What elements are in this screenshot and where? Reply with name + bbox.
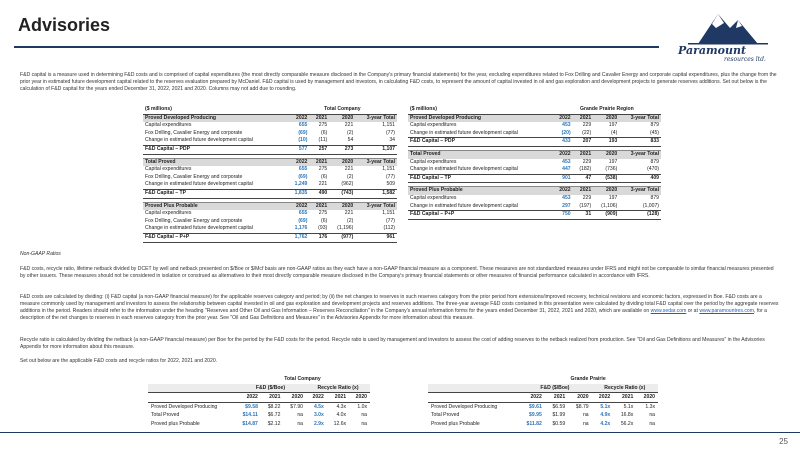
cell-value: 221 bbox=[344, 122, 354, 129]
ratio-total-company-table bbox=[148, 375, 370, 428]
section-header-row bbox=[143, 114, 397, 122]
section-name: Proved Plus Probable bbox=[143, 202, 288, 210]
total-value: 409 bbox=[619, 174, 661, 183]
section-header-row bbox=[408, 150, 661, 158]
year-header: 2022 bbox=[235, 393, 261, 403]
year-header: 2020 bbox=[593, 187, 619, 195]
blank-cell bbox=[428, 384, 518, 393]
ratio-value: $1.99 bbox=[552, 412, 566, 418]
ratio-value: na bbox=[297, 412, 303, 418]
cell-value: 655 bbox=[298, 210, 308, 217]
cell-value: (4) bbox=[611, 129, 618, 136]
ratio-value: 5.1x bbox=[623, 403, 634, 410]
ratio-value: $6.72 bbox=[267, 412, 281, 418]
ratio-row bbox=[428, 411, 658, 420]
total-value: (909) bbox=[593, 211, 619, 220]
year-header: 2020 bbox=[329, 114, 355, 122]
section-name: Total Proved bbox=[143, 158, 288, 166]
ratio-value: 4.5x bbox=[313, 403, 324, 410]
non-gaap-paragraph: F&D costs, recycle ratio, lifetime netback divided by DCET by well and netback presented on $/Boe or $/Mcf basis are non-GAAP ratios as they each have a non-GAAP financial measure as a component. These measures are not standardized measures under IFRS and might not be comparable to similar financial measures presented by other issuers. These measures should not be considered in isolation or construed as alternatives to their most directly comparable measure disclosed in the Company's primary financial statements or other measures of financial performance calculated in accordance with IFRS. bbox=[20, 266, 774, 279]
fd-label: F&D ($/Boe) bbox=[235, 384, 306, 393]
cell-value: (2) bbox=[347, 217, 354, 224]
row-label: Capital expenditures bbox=[145, 122, 192, 129]
intro-paragraph: F&D capital is a measure used in determining F&D costs and is comprised of capital expenditures (the most directly comparable measure disclosed in the Company's primary financial statements) for the year, excluding expenditures related to Fox Drilling and Cavalier Energy and corporate capital expenditures, plus the change from the prior year in estimated future development capital related to the reserves evaluation prepared by McDaniel. F&D capital is used by management and investors, in calculating F&D costs, to represent the amount of capital invested in oil and gas exploration and development projects to generate reserves additions. Set out below is the calculation of F&D capital for the years ended December 31, 2022, 2021 and 2020. Columns may not add due to rounding. bbox=[20, 72, 777, 92]
ratio-value: $8.79 bbox=[575, 403, 589, 410]
row-label: Change in estimated future development capital bbox=[410, 202, 518, 209]
footer-divider bbox=[0, 432, 800, 433]
total-label: F&D Capital – P+P bbox=[408, 211, 553, 220]
year-header: 2020 bbox=[349, 393, 370, 403]
blank-cell bbox=[148, 393, 235, 403]
cell-value: 275 bbox=[318, 166, 328, 173]
year-header: 3-year Total bbox=[355, 202, 397, 210]
cell-value: 655 bbox=[298, 122, 308, 129]
table-row bbox=[143, 122, 397, 130]
year-header: 2021 bbox=[309, 114, 329, 122]
table-header-row bbox=[143, 106, 397, 114]
section-name: Proved Developed Producing bbox=[408, 114, 553, 122]
year-header: 2022 bbox=[306, 393, 327, 403]
row-label: Capital expenditures bbox=[410, 158, 457, 165]
logo-name: Paramount bbox=[678, 44, 747, 57]
cell-value: 879 bbox=[650, 194, 659, 201]
cell-value: 1,176 bbox=[294, 225, 308, 232]
year-header: 2021 bbox=[309, 158, 329, 166]
ratio-row bbox=[148, 411, 370, 420]
ratio-row-label: Total Proved bbox=[151, 412, 180, 418]
row-label: Fox Drilling, Cavalier Energy and corporate bbox=[145, 129, 243, 136]
total-label: F&D Capital – TP bbox=[408, 174, 553, 183]
row-label: Capital expenditures bbox=[145, 210, 192, 217]
cell-value: 1,249 bbox=[294, 181, 308, 188]
ratio-year-row bbox=[148, 393, 370, 403]
sedar-link[interactable]: www.sedar.com bbox=[650, 308, 687, 314]
row-label: Change in estimated future development capital bbox=[145, 225, 253, 232]
table-header-row bbox=[408, 106, 661, 114]
ratio-value: 4.2x bbox=[600, 420, 611, 427]
total-value: 193 bbox=[593, 138, 619, 147]
cell-value: (962) bbox=[341, 181, 354, 188]
ratio-value: $9.95 bbox=[529, 412, 542, 418]
recycle-label: Recycle Ratio (x) bbox=[306, 384, 370, 393]
cell-value: (45) bbox=[649, 129, 659, 136]
year-header: 2021 bbox=[613, 393, 636, 403]
fd-capital-total-company-table bbox=[143, 106, 397, 243]
row-label: Capital expenditures bbox=[410, 122, 457, 129]
paramount-website-link[interactable]: www.paramountres.com bbox=[699, 308, 754, 314]
section-header-row bbox=[143, 158, 397, 166]
year-header: 2022 bbox=[518, 393, 545, 403]
cell-value: 509 bbox=[386, 181, 395, 188]
table-row bbox=[408, 203, 661, 211]
year-header: 2020 bbox=[568, 393, 591, 403]
cell-value: 275 bbox=[318, 210, 328, 217]
year-header: 2021 bbox=[327, 393, 349, 403]
cell-value: (2) bbox=[347, 173, 354, 180]
ratio-row-label: Proved Developed Producing bbox=[431, 403, 498, 410]
cell-value: 197 bbox=[608, 122, 618, 129]
ratio-value: 12.6x bbox=[333, 420, 347, 427]
total-row bbox=[143, 233, 397, 242]
year-header: 2021 bbox=[573, 150, 594, 158]
cell-value: 1,151 bbox=[382, 210, 395, 217]
year-header: 3-year Total bbox=[619, 114, 661, 122]
section-header-row bbox=[143, 202, 397, 210]
ratio-value: $2.12 bbox=[267, 420, 281, 427]
ratio-heading: Total Company bbox=[284, 376, 321, 382]
year-header: 3-year Total bbox=[619, 187, 661, 195]
total-value: 1,107 bbox=[355, 145, 397, 154]
row-label: Capital expenditures bbox=[410, 194, 457, 201]
ratio-value: 5.1x bbox=[600, 403, 611, 410]
total-row bbox=[408, 138, 661, 147]
table-row bbox=[408, 130, 661, 138]
blank-cell bbox=[148, 384, 235, 393]
cell-value: (112) bbox=[383, 225, 395, 232]
ratio-subheader-row bbox=[148, 384, 370, 393]
table-row bbox=[143, 137, 397, 145]
year-header: 2020 bbox=[593, 150, 619, 158]
recycle-label: Recycle Ratio (x) bbox=[592, 384, 658, 393]
ratio-value: $9.61 bbox=[529, 403, 542, 410]
cell-value: (1,007) bbox=[642, 202, 659, 209]
ratio-value: na bbox=[297, 420, 303, 427]
total-label: F&D Capital – TP bbox=[143, 189, 288, 198]
cell-value: (69) bbox=[298, 173, 308, 180]
cell-value: (69) bbox=[298, 129, 308, 136]
logo-subtitle: resources ltd. bbox=[724, 56, 766, 63]
section-header-row bbox=[408, 114, 661, 122]
total-label: F&D Capital – P+P bbox=[143, 233, 288, 242]
year-header: 2021 bbox=[545, 393, 568, 403]
cell-value: 197 bbox=[608, 194, 618, 201]
fd-label: F&D ($/Boe) bbox=[518, 384, 591, 393]
fd-costs-text-c: , for a description of the net changes to reserves in each reserves category from the prior year. See "Oil and Gas Definitions and Measures" in the Advisories Appendix for more information about this measure. bbox=[20, 308, 768, 321]
table-row bbox=[408, 195, 661, 203]
ratio-value: na bbox=[582, 420, 589, 427]
cell-value: (10) bbox=[298, 137, 308, 144]
ratio-row-label: Total Proved bbox=[431, 412, 460, 418]
year-header: 3-year Total bbox=[355, 158, 397, 166]
cell-value: (736) bbox=[605, 166, 618, 173]
ratio-value: 56.2x bbox=[620, 420, 634, 427]
ratio-value: $0.59 bbox=[552, 420, 566, 427]
cell-value: (22) bbox=[582, 129, 592, 136]
ratio-value: na bbox=[649, 420, 655, 427]
ratio-value: 2.9x bbox=[313, 420, 324, 427]
cell-value: 297 bbox=[562, 202, 571, 209]
cell-value: (77) bbox=[385, 129, 395, 136]
unit-label: ($ millions) bbox=[408, 106, 553, 114]
ratio-row-label: Proved Developed Producing bbox=[151, 403, 218, 410]
table-row bbox=[143, 130, 397, 138]
row-label: Change in estimated future development capital bbox=[410, 166, 518, 173]
cell-value: 229 bbox=[582, 158, 592, 165]
cell-value: (197) bbox=[579, 202, 592, 209]
cell-value: 1,151 bbox=[382, 166, 395, 173]
row-label: Change in estimated future development capital bbox=[145, 137, 253, 144]
year-header: 2020 bbox=[636, 393, 658, 403]
row-label: Change in estimated future development capital bbox=[145, 181, 253, 188]
total-value: 433 bbox=[553, 138, 573, 147]
cell-value: 655 bbox=[298, 166, 308, 173]
blank-cell bbox=[148, 375, 235, 384]
total-row bbox=[408, 211, 661, 220]
ratio-heading: Grande Prairie bbox=[570, 376, 606, 382]
year-header: 2021 bbox=[309, 202, 329, 210]
year-header: 2022 bbox=[553, 114, 573, 122]
ratio-row bbox=[148, 420, 370, 429]
ratio-row-label: Proved plus Probable bbox=[151, 420, 200, 427]
total-value: 257 bbox=[309, 145, 329, 154]
ratio-year-row bbox=[428, 393, 658, 403]
total-value: 901 bbox=[553, 174, 573, 183]
cell-value: 229 bbox=[582, 122, 592, 129]
ratio-value: $9.58 bbox=[245, 403, 258, 410]
total-value: (128) bbox=[619, 211, 661, 220]
ratio-value: na bbox=[361, 412, 367, 418]
ratio-value: $14.11 bbox=[242, 412, 258, 418]
table-row bbox=[143, 225, 397, 233]
ratio-group-row bbox=[428, 375, 658, 384]
year-header: 2022 bbox=[288, 202, 310, 210]
ratio-value: $11.82 bbox=[526, 420, 542, 427]
cell-value: (93) bbox=[318, 225, 328, 232]
total-value: (743) bbox=[329, 189, 355, 198]
fd-costs-text-b: or at bbox=[686, 308, 700, 314]
cell-value: (182) bbox=[579, 166, 592, 173]
table-row bbox=[143, 166, 397, 174]
year-header: 2020 bbox=[283, 393, 306, 403]
cell-value: 447 bbox=[562, 166, 571, 173]
ratio-value: na bbox=[361, 420, 367, 427]
year-header: 2022 bbox=[592, 393, 614, 403]
table-heading: Grande Prairie Region bbox=[553, 106, 661, 114]
cell-value: (470) bbox=[647, 166, 659, 173]
cell-value: 275 bbox=[318, 122, 328, 129]
ratio-value: $14.87 bbox=[242, 420, 258, 427]
total-value: 490 bbox=[309, 189, 329, 198]
cell-value: 229 bbox=[582, 194, 592, 201]
cell-value: 879 bbox=[650, 158, 659, 165]
ratio-grande-prairie-table bbox=[428, 375, 658, 428]
ratio-value: $7.90 bbox=[290, 403, 303, 410]
cell-value: (6) bbox=[321, 217, 328, 224]
total-value: 750 bbox=[553, 211, 573, 220]
total-value: (977) bbox=[329, 233, 355, 242]
ratio-value: 1.3x bbox=[645, 403, 655, 410]
table-heading: Total Company bbox=[288, 106, 397, 114]
cell-value: 221 bbox=[344, 210, 354, 217]
total-label: F&D Capital – PDP bbox=[143, 145, 288, 154]
row-label: Fox Drilling, Cavalier Energy and corporate bbox=[145, 217, 243, 224]
blank-cell bbox=[428, 375, 518, 384]
year-header: 2022 bbox=[288, 158, 310, 166]
unit-label: ($ millions) bbox=[143, 106, 288, 114]
cell-value: (20) bbox=[561, 129, 571, 136]
total-value: (538) bbox=[593, 174, 619, 183]
cell-value: 453 bbox=[562, 194, 571, 201]
ratio-value: 4.0x bbox=[336, 412, 347, 418]
total-value: 207 bbox=[573, 138, 594, 147]
year-header: 2022 bbox=[553, 150, 573, 158]
cell-value: (11) bbox=[318, 137, 328, 144]
cell-value: 879 bbox=[650, 122, 659, 129]
cell-value: 1,151 bbox=[382, 122, 395, 129]
fd-costs-text-a: F&D costs are calculated by dividing: (i) F&D capital (a non-GAAP financial measure) for the applicable reserves category and period; by (ii) the net changes to reserves in such reserves category from the prior period from extensions/improved recovery, technical revisions and economic factors, expressed in Boe. F&D costs are a measure commonly used by management and investors to assess the relationship between capital invested in oil and gas exploration and development projects and reserves additions. The three-year average F&D costs contained in this presentation were calculated by dividing total F&D capital over the period by the aggregate reserves additions in the period. Readers should refer to the information under the heading "Reserves and Other Oil and Gas Information – Reserves Reconciliation" in the Company's annual information forms for the years ended December 31, 2022, 2021 and 2020, which are available on bbox=[20, 294, 779, 314]
cell-value: (77) bbox=[385, 173, 395, 180]
table-row bbox=[408, 122, 661, 130]
year-header: 2020 bbox=[593, 114, 619, 122]
title-divider bbox=[14, 46, 659, 48]
year-header: 2022 bbox=[288, 114, 310, 122]
table-row bbox=[408, 159, 661, 167]
ratio-value: na bbox=[649, 412, 655, 418]
total-value: 577 bbox=[288, 145, 310, 154]
total-value: 1,762 bbox=[288, 233, 310, 242]
ratio-value: 4.9x bbox=[600, 412, 611, 418]
row-label: Change in estimated future development capital bbox=[410, 129, 518, 136]
total-row bbox=[143, 189, 397, 198]
total-value: 273 bbox=[329, 145, 355, 154]
ratio-value: 1.0x bbox=[357, 403, 367, 410]
blank-cell bbox=[428, 393, 518, 403]
total-value: 1,835 bbox=[288, 189, 310, 198]
total-value: 1,582 bbox=[355, 189, 397, 198]
cell-value: (2) bbox=[347, 129, 354, 136]
year-header: 2021 bbox=[573, 187, 594, 195]
non-gaap-heading: Non-GAAP Ratios bbox=[20, 251, 61, 257]
cell-value: (77) bbox=[385, 217, 395, 224]
section-name: Proved Developed Producing bbox=[143, 114, 288, 122]
year-header: 3-year Total bbox=[619, 150, 661, 158]
year-header: 2021 bbox=[261, 393, 284, 403]
table-row bbox=[143, 174, 397, 182]
cell-value: 453 bbox=[562, 122, 571, 129]
ratio-value: 4.3x bbox=[336, 403, 347, 410]
section-name: Proved Plus Probable bbox=[408, 187, 553, 195]
year-header: 3-year Total bbox=[355, 114, 397, 122]
total-value: 47 bbox=[573, 174, 594, 183]
cell-value: (69) bbox=[298, 217, 308, 224]
year-header: 2021 bbox=[573, 114, 594, 122]
page-title: Advisories bbox=[18, 15, 111, 35]
fd-costs-paragraph bbox=[20, 294, 780, 322]
cell-value: (6) bbox=[321, 129, 328, 136]
ratio-value: 16.8x bbox=[620, 412, 634, 418]
ratio-group-row bbox=[148, 375, 370, 384]
total-value: 961 bbox=[355, 233, 397, 242]
cell-value: 197 bbox=[608, 158, 618, 165]
ratio-subheader-row bbox=[428, 384, 658, 393]
total-value: 176 bbox=[309, 233, 329, 242]
table-row bbox=[143, 218, 397, 226]
ratio-value: $6.59 bbox=[552, 403, 566, 410]
page-number: 25 bbox=[779, 437, 788, 446]
ratio-value: 3.0x bbox=[313, 412, 324, 418]
cell-value: 453 bbox=[562, 158, 571, 165]
cell-value: (1,196) bbox=[337, 225, 354, 232]
total-value: 833 bbox=[619, 138, 661, 147]
table-row bbox=[408, 166, 661, 174]
ratio-row bbox=[428, 420, 658, 429]
total-label: F&D Capital – PDP bbox=[408, 138, 553, 147]
section-header-row bbox=[408, 187, 661, 195]
table-row bbox=[143, 181, 397, 189]
table-row bbox=[143, 210, 397, 218]
cell-value: (1,106) bbox=[601, 202, 618, 209]
total-row bbox=[408, 174, 661, 183]
year-header: 2020 bbox=[329, 158, 355, 166]
total-row bbox=[143, 145, 397, 154]
total-value: 31 bbox=[573, 211, 594, 220]
cell-value: 34 bbox=[389, 137, 395, 144]
ratio-value: $8.22 bbox=[267, 403, 281, 410]
cell-value: (6) bbox=[321, 173, 328, 180]
section-name: Total Proved bbox=[408, 150, 553, 158]
cell-value: 54 bbox=[347, 137, 354, 144]
ratios-intro-paragraph: Set out below are the applicable F&D costs and recycle ratios for 2022, 2021 and 2020. bbox=[20, 358, 218, 364]
ratio-value: na bbox=[582, 412, 589, 418]
ratio-row-label: Proved plus Probable bbox=[431, 420, 480, 427]
fd-capital-grande-prairie-table bbox=[408, 106, 661, 220]
year-header: 2022 bbox=[553, 187, 573, 195]
row-label: Capital expenditures bbox=[145, 166, 192, 173]
year-header: 2020 bbox=[329, 202, 355, 210]
recycle-ratio-paragraph: Recycle ratio is calculated by dividing the netback (a non-GAAP financial measure) per Boe for the period by the F&D costs for the period. Recycle ratio is used by management and investors to assess the cost of adding reserves to the netback realized from production. See "Oil and Gas Definitions and Measures" in the Advisories Appendix for more information about this measure. bbox=[20, 337, 765, 350]
ratio-row bbox=[428, 402, 658, 411]
row-label: Fox Drilling, Cavalier Energy and corporate bbox=[145, 173, 243, 180]
cell-value: 221 bbox=[344, 166, 354, 173]
cell-value: 221 bbox=[318, 181, 328, 188]
ratio-row bbox=[148, 402, 370, 411]
